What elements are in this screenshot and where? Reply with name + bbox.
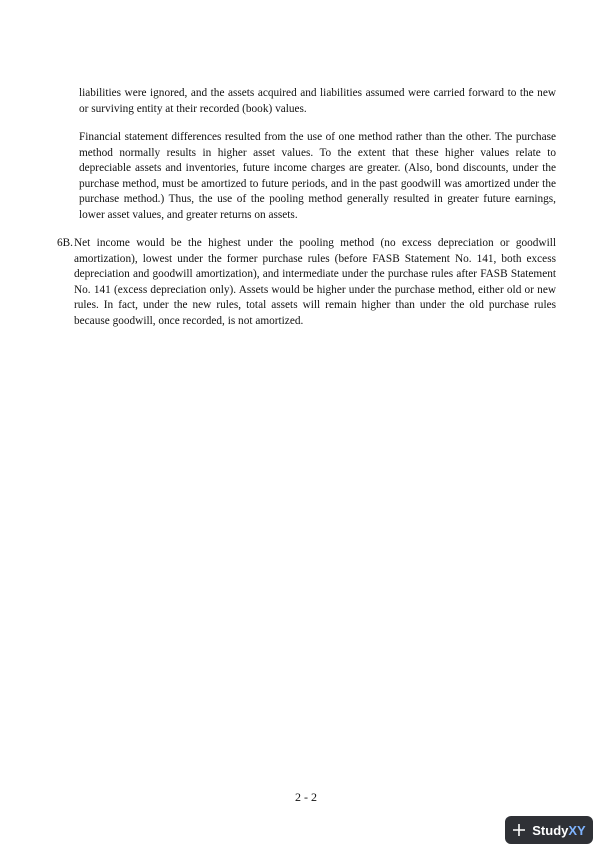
- watermark-text: [532, 823, 585, 838]
- brand-main: Study: [532, 822, 569, 838]
- studyxy-watermark[interactable]: [505, 816, 593, 844]
- paragraph-financial-statement-differences: Financial statement differences resulted from the use of one method rather than the other. The purchase method normally results in higher asset values. To the extent that these higher values relate to depreciable assets and inventories, future income charges are greater. (Also, bond discounts, under the purchase method, must be amortized to future periods, and in the past goodwill was amortized under the purchase method.) Thus, the use of the pooling method generally resulted in greater future earnings, lower asset values, and greater returns on assets.: [79, 131, 556, 221]
- item-text: Net income would be the highest under the pooling method (no excess depreciation or goodwill amortization), lowest under the former purchase rules (before FASB Statement No. 141, both excess depreciation and goodwill amortization), and intermediate under the purchase rules after FASB Statement No. 141 (excess depreciation only). Assets would be higher under the purchase method, either old or new rules. In fact, under the new rules, total assets will remain higher than under the old purchase rules because goodwill, once recorded, is not amortized.: [74, 237, 556, 327]
- page-number: 2 - 2: [295, 790, 317, 804]
- brand-accent: XY: [568, 822, 586, 838]
- plus-icon: [512, 823, 526, 837]
- item-number: 6B.: [57, 237, 74, 249]
- paragraph-continuation: liabilities were ignored, and the assets acquired and liabilities assumed were carried forward to the new or surviving entity at their recorded (book) values.: [79, 87, 556, 115]
